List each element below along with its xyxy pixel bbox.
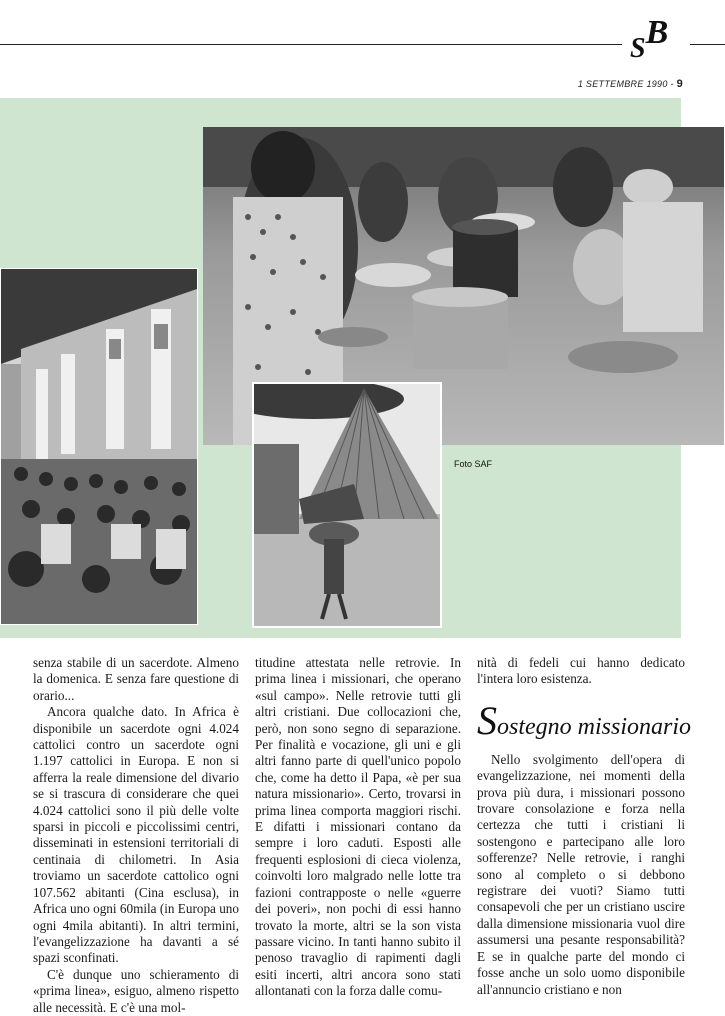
text-column-2	[255, 655, 461, 1000]
logo-s: S	[630, 33, 646, 64]
col1-paragraph-2: Ancora qualche dato. In Africa è disponibile un sacerdote ogni 4.024 cattolici contro un sacerdote ogni 1.197 cattolici in Europa. E non si afferra la reale dimensione del divario se si trascura di considerare che quei 4.024 cattolici sono il più delle volte sparsi in piccoli e piccolissimi centri, disseminati in estensioni territoriali di centinaia di chilometri. In Asia troviamo un sacerdote cattolico ogni 107.562 abitanti (Cina esclusa), in Africa uno ogni 60mila (in Europa uno ogni 4mila abitanti). In altri termini, l'evangelizzazione ha davanti a sé spazi sconfinati.	[33, 704, 239, 966]
header-rule-right	[690, 44, 725, 45]
col1-paragraph-3: C'è dunque uno schieramento di «prima linea», esiguo, almeno rispetto alle necessità. E c'è una mol-	[33, 966, 239, 1015]
page-number: 9	[676, 78, 683, 90]
col2-paragraph-1: titudine attestata nelle retrovie. In prima linea i missionari, che operano «sul campo». Nelle retrovie tutti gli altri cristiani. Due collocazioni che, però, non sono segno di separazione. Per finalità e vocazione, gli uni e gli altri fanno parte di quell'unico popolo che, come ha detto il Papa, «è per sua natura missionario». Certo, trovarsi in prima linea comporta maggiori rischi. E difatti i missionari contano da sempre i loro caduti. Esposti alle frequenti esplosioni di cieca violenza, coinvolti loro malgrado nelle lotte tra fazioni contrapposte o nelle «guerre dei poveri», non pochi di essi hanno trovato la morte, altri se la son vista passare vicino. In tanti hanno subito il penoso travaglio di rapimenti dagli esiti incerti, altri ancora sono stati allontanati con la forza dalle comu-	[255, 655, 461, 999]
issue-date: 1 SETTEMBRE 1990	[577, 79, 668, 89]
logo-b: B	[645, 14, 669, 51]
photo-thatched-hut	[252, 382, 442, 628]
photo-church-interior	[0, 268, 198, 625]
text-column-3	[477, 655, 692, 998]
dateline	[578, 78, 683, 90]
col3-paragraph-1: nità di fedeli cui hanno dedicato l'intera loro esistenza.	[477, 655, 685, 687]
text-column-1	[33, 655, 239, 1016]
section-heading	[477, 697, 692, 743]
magazine-logo	[630, 14, 669, 64]
heading-initial: S	[477, 697, 497, 743]
col3-paragraph-2: Nello svolgimento dell'opera di evangelizzazione, nei momenti della prova più dura, i missionari possono trovare consolazione e forza nella certezza che tutti i cristiani li sostengono e partecipano alle loro sofferenze? Nelle retrovie, i ranghi sono al completo o si debbono registrare dei vuoti? Siamo tutti consapevoli che per un cristiano uscire dalla dimensione missionaria vuol dire assumersi una pesante responsabilità? E se in qualche parte del mondo ci fosse anche un solo uomo disponibile all'annuncio cristiano e non	[477, 751, 685, 997]
col1-paragraph-1: senza stabile di un sacerdote. Almeno la domenica. E senza fare questione di orario...	[33, 655, 239, 703]
header-rule-left	[0, 44, 622, 45]
heading-text: ostegno missionario	[497, 713, 692, 740]
date-separator: -	[667, 79, 677, 89]
photo-credit: Foto SAF	[454, 459, 493, 469]
